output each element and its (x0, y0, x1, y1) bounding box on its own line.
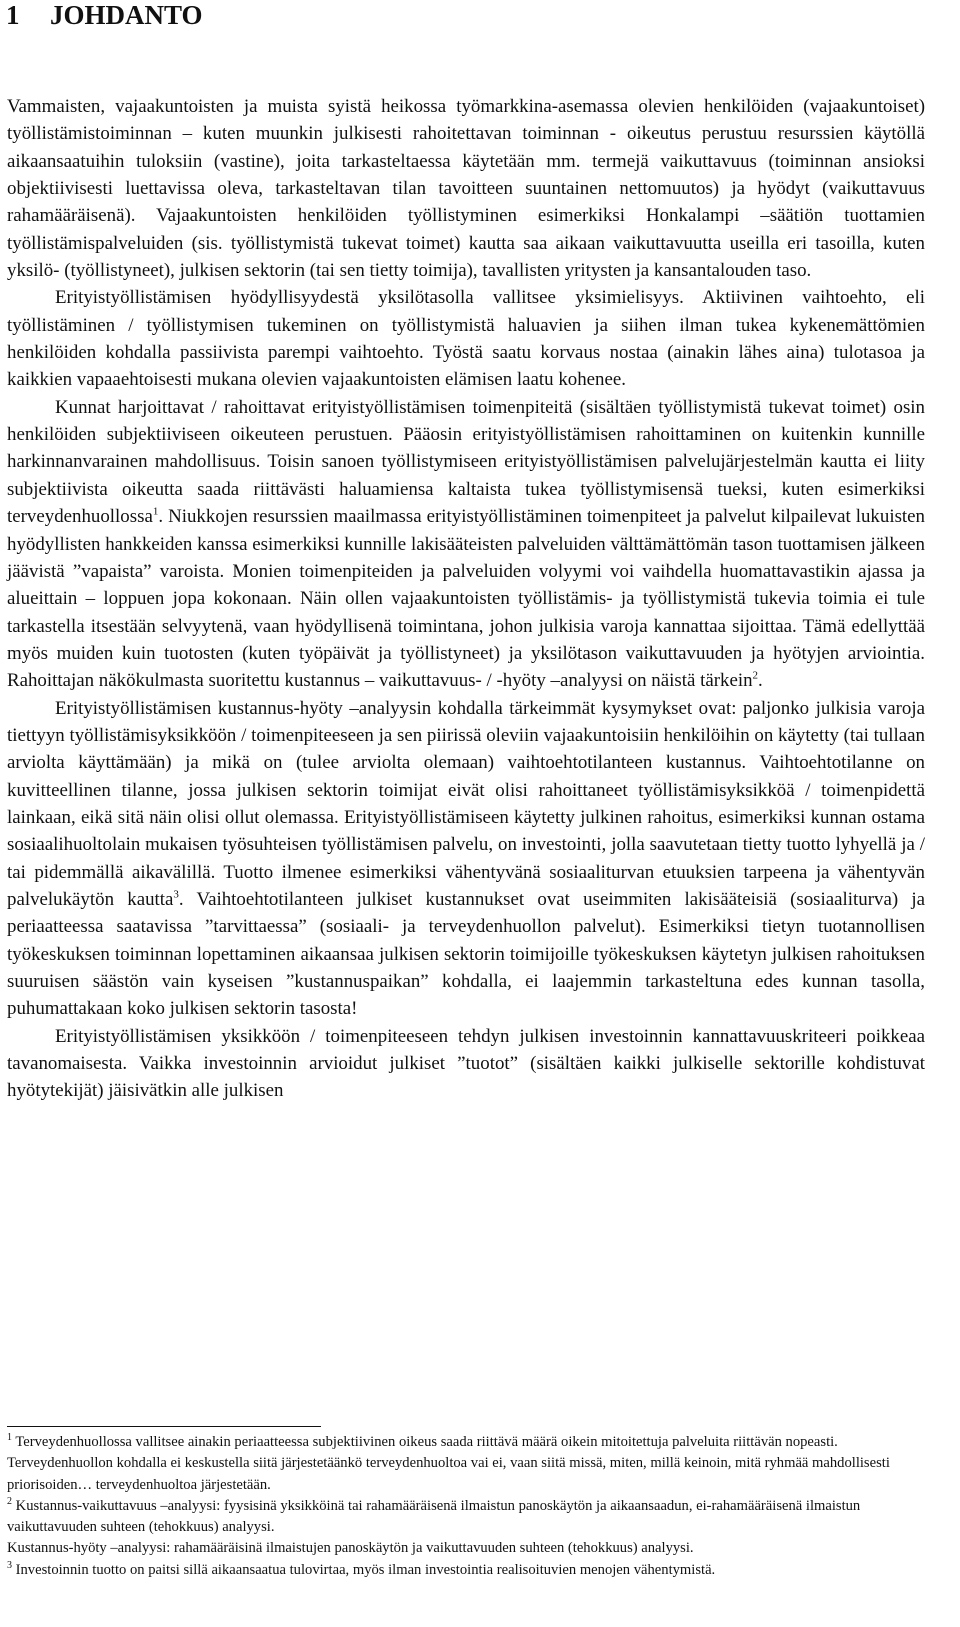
paragraph (7, 695, 925, 1023)
text-run: Erityistyöllistämisen kustannus-hyöty –analyysin kohdalla tärkeimmät kysymykset ovat: paljonko julkisia varoja tiettyyn työllistämisyksikköön / toimenpiteeseen ja sen piirissä oleviin vajaakuntoisiin henkilöihin on käytetty (tai tullaan arviolta käyttämään) ja mikä on (tulee arviolta olemaan) vaihtoehtotilanteen kustannus. Vaihtoehtotilanne on kuvitteellinen tilanne, jossa julkisen sektorin toimijat eivät olisi rahoittaneet työllistämisyksikköä / toimenpidettä lainkaan, eikä sitä näin olisi ollut olemassa. Erityistyöllistämiseen käytetty julkinen rahoitus, esimerkiksi kunnan ostama sosiaalihuoltolain mukaisen työsuhteisen työllistämisen palvelu, on investointi, jolla saavutetaan tietty tuotto lyhyellä ja / tai pidemmällä aikavälillä. Tuotto ilmenee esimerkiksi vähentyvänä sosiaaliturvan etuuksien tarpeena ja vähentyvän palvelukäytön kautta (7, 697, 925, 910)
footnote-ref: 1 (7, 1432, 12, 1444)
footnote (7, 1560, 925, 1581)
section-title: JOHDANTO (50, 0, 203, 30)
text-run: Investoinnin tuotto on paitsi sillä aikaansaatua tulovirtaa, myös ilman investointia realisoituvien menojen vähentymistä. (12, 1561, 716, 1578)
footnote (7, 1538, 925, 1559)
footnote-ref: 3 (7, 1559, 12, 1571)
paragraph (7, 1023, 925, 1105)
paragraph (7, 93, 925, 284)
footnote (7, 1432, 925, 1496)
text-run: . (758, 670, 763, 692)
text-run: Terveydenhuollossa vallitsee ainakin periaatteessa subjektiivinen oikeus saada riittävä määrä oikein mitoitettuja palveluita riittävän nopeasti. Terveydenhuollon kohdalla ei keskustella siitä järjestetäänkö terveydenhuoltoa vai ei, vaan siitä missä, miten, millä keinoin, mitä ryhmää mahdollisesti priorisoiden… terveydenhuoltoa järjestetään. (7, 1434, 890, 1493)
text-run: Kustannus-hyöty –analyysi: rahamääräisinä ilmaistujen panoskäytön ja vaikuttavuuden suhteen (tehokkuus) analyysi. (7, 1540, 694, 1557)
paragraph (7, 284, 925, 393)
section-number: 1 (6, 0, 20, 30)
text-run: Vammaisten, vajaakuntoisten ja muista syistä heikossa työmarkkina-asemassa olevien henkilöiden (vajaakuntoiset) työllistämistoiminnan – kuten muunkin julkisesti rahoitettavan toiminnan - oikeutus perustuu resurssien käytöllä aikaansaatuihin tuloksiin (vastine), joita tarkasteltaessa käytetään mm. termejä vaikuttavuus (toiminnan ansioksi objektiivisesti luettavissa oleva, tarkasteltavan tilan tavoitteen suuntainen nettomuutos) ja hyödyt (vaikuttavuus rahamääräisenä). Vajaakuntoisten henkilöiden työllistyminen esimerkiksi Honkalampi –säätiön tuottamien työllistämispalveluiden (sis. työllistymistä tukevat toimet) kautta saa aikaan vaikuttavuutta useilla eri tasoilla, kuten yksilö- (työllistyneet), julkisen sektorin (tai sen tietty toimija), tavallisten yritysten ja kansantalouden taso. (7, 96, 925, 282)
body-text (7, 93, 925, 1105)
text-run: . Niukkojen resurssien maailmassa erityistyöllistäminen toimenpiteet ja palvelut kilpailevat lukuisten hyödyllisten hankkeiden kanssa esimerkiksi kunnille lakisääteisten palveluiden välttämättömän tason tuottamisen jälkeen jäävistä ”vapaista” varoista. Monien toimenpiteiden ja palveluiden volyymi voi vaihdella huomattavastikin ajassa ja alueittain – loppuen jopa kokonaan. Näin ollen vajaakuntoisten työllistämis- ja työllistymistä tukevia toimia ei tule tarkastella itsestään selvyytenä, vaan hyödyllisenä toimintana, johon julkisia varoja kannattaa sijoittaa. Tämä edellyttää myös muiden kuin tuotosten (kuten työpäivät ja työllistyneet) ja yksilötason vaikuttavuuden ja hyötyjen arviointia. Rahoittajan näkökulmasta suoritettu kustannus – vaikuttavuus- / -hyöty –analyysi on näistä tärkein (7, 506, 925, 692)
footnote-ref: 3 (173, 888, 179, 901)
text-run: Kunnat harjoittavat / rahoittavat erityistyöllistämisen toimenpiteitä (sisältäen työllistymistä tukevat toimet) osin henkilöiden subjektiiviseen oikeuteen perustuen. Pääosin erityistyöllistämisen rahoittaminen on kuitenkin kunnille harkinnanvarainen mahdollisuus. Toisin sanoen työllistymiseen erityistyöllistämisen palvelujärjestelmän kautta ei liity subjektiivista oikeutta saada riittävästi haluamiensa kaltaista tukea työllistymisensä tueksi, kuten esimerkiksi terveydenhuollossa (7, 396, 925, 528)
footnote-ref: 2 (752, 669, 759, 682)
text-run: Erityistyöllistämisen hyödyllisyydestä yksilötasolla vallitsee yksimielisyys. Aktiivinen vaihtoehto, eli työllistäminen / työllistymisen tukeminen on työllistymistä haluavien ja siihen ilman tukea kykenemättömien henkilöiden kohdalla passiivista parempi vaihtoehto. Työstä saatu korvaus nostaa (ainakin lähes aina) tulotasoa ja kaikkien vapaaehtoisesti mukana olevien vajaakuntoisten elämisen laatu kohenee. (7, 287, 925, 391)
footnote-ref: 2 (7, 1496, 12, 1508)
text-run: Kustannus-vaikuttavuus –analyysi: fyysisinä yksikköinä tai rahamääräisenä ilmaistun panoskäytön ja aikaansaadun, ei-rahamääräisenä ilmaistun vaikuttavuuden suhteen (tehokkuus) analyysi. (7, 1497, 861, 1536)
footnotes (7, 1432, 925, 1581)
text-run: . Vaihtoehtotilanteen julkiset kustannukset ovat useimmiten lakisääteisiä (sosiaaliturva) ja periaatteessa saatavissa ”tarvittaessa” (sosiaali- ja terveydenhuollon palvelut). Esimerkiksi tietyn tuotannollisen työkeskuksen toiminnan lopettaminen aikaansaa julkisen sektorin toimijoille työkeskuksen käytetyn julkisen rahoituksen suuruisen säästön vain kyseisen ”kustannuspaikan” kohdalla, ei laajemmin tarkasteltuna edes kunnan tasolla, puhumattakaan koko julkisen sektorin tasosta! (7, 888, 925, 1020)
footnote-ref: 1 (152, 505, 159, 518)
footnote-divider (7, 1426, 321, 1427)
footnote (7, 1496, 925, 1539)
paragraph (7, 394, 925, 695)
section-heading (6, 0, 203, 30)
text-run: Erityistyöllistämisen yksikköön / toimenpiteeseen tehdyn julkisen investoinnin kannattavuuskriteeri poikkeaa tavanomaisesta. Vaikka investoinnin arvioidut julkiset ”tuotot” (sisältäen kaikki julkiselle sektorille kohdistuvat hyötytekijät) jäisivätkin alle julkisen (7, 1025, 925, 1102)
